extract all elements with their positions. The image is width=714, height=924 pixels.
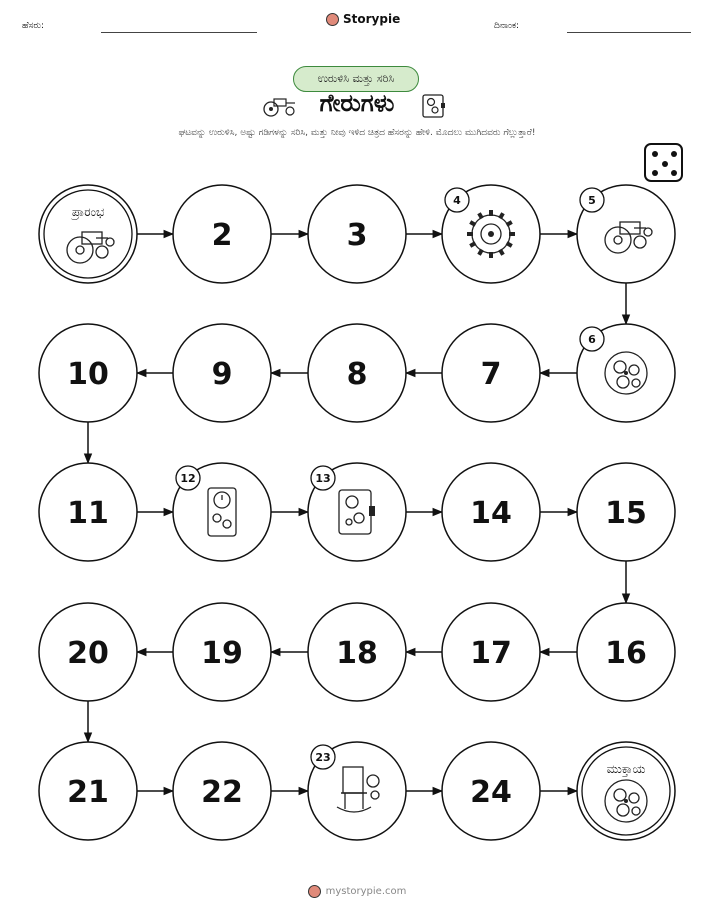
board-space-8[interactable]: [308, 324, 406, 422]
space-number: 20: [67, 636, 109, 671]
board-space-17[interactable]: [442, 603, 540, 701]
board-space-10[interactable]: [39, 324, 137, 422]
footer: [0, 885, 714, 898]
board-space-23[interactable]: [308, 742, 406, 840]
board-space-16[interactable]: [577, 603, 675, 701]
space-number: 15: [605, 496, 647, 531]
board-space-2[interactable]: [173, 185, 271, 283]
board-space-9[interactable]: [173, 324, 271, 422]
space-number-badge: 12: [180, 472, 196, 485]
space-number: 21: [67, 775, 109, 810]
board-space-20[interactable]: [39, 603, 137, 701]
board-space-18[interactable]: [308, 603, 406, 701]
space-number: 10: [67, 357, 109, 392]
board-space-14[interactable]: [442, 463, 540, 561]
space-number: 14: [470, 496, 512, 531]
space-number: 7: [480, 357, 502, 392]
footer-url[interactable]: mystorypie.com: [325, 886, 407, 897]
space-number: 16: [605, 636, 647, 671]
instructions: ಘಟವನ್ನು ಉರುಳಿಸಿ, ಅಷ್ಟು ಗಡಿಗಳನ್ನು ಸರಿಸಿ, ಮತ್ತು ನೀವು ಇಳಿದ ಚಿತ್ರದ ಹೆಸರನ್ನು ಹೇಳಿ. ಮೊದಲು ಮುಗಿದವರು ಗೆಲ್ಲುತ್ತಾರೆ!: [178, 128, 536, 138]
space-number: 3: [346, 218, 368, 253]
board-space-25[interactable]: [577, 742, 675, 840]
space-number-badge: 13: [315, 472, 331, 485]
board-space-6[interactable]: [577, 324, 675, 422]
board-space-22[interactable]: [173, 742, 271, 840]
space-number: 22: [201, 775, 243, 810]
board-space-24[interactable]: [442, 742, 540, 840]
board-space-4[interactable]: [442, 185, 540, 283]
space-number-badge: 4: [453, 194, 461, 207]
space-number: 17: [470, 636, 512, 671]
space-number-badge: 6: [588, 333, 596, 346]
space-number: 19: [201, 636, 243, 671]
bear-icon: [308, 885, 321, 898]
board-space-11[interactable]: [39, 463, 137, 561]
space-number-badge: 23: [315, 751, 331, 764]
space-number: 9: [211, 357, 233, 392]
board-space-3[interactable]: [308, 185, 406, 283]
subtitle-pill: ಉರುಳಿಸಿ ಮತ್ತು ಸರಿಸಿ: [293, 66, 419, 92]
page-title: ಗೇರುಗಳು: [319, 89, 395, 117]
board-space-13[interactable]: [308, 463, 406, 561]
board-space-5[interactable]: [577, 185, 675, 283]
space-number: 2: [211, 218, 233, 253]
start-label: ಪ್ರಾರಂಭ: [71, 205, 105, 219]
date-label: ದಿನಾಂಕ:: [494, 21, 520, 31]
board-space-15[interactable]: [577, 463, 675, 561]
board-space-12[interactable]: [173, 463, 271, 561]
space-number: 18: [336, 636, 378, 671]
space-number: 8: [346, 357, 368, 392]
finish-label: ಮುಕ್ತಾಯ: [606, 762, 646, 776]
board-space-19[interactable]: [173, 603, 271, 701]
space-number-badge: 5: [588, 194, 596, 207]
board-space-7[interactable]: [442, 324, 540, 422]
board-space-1[interactable]: [39, 185, 137, 283]
space-number: 24: [470, 775, 512, 810]
board-space-21[interactable]: [39, 742, 137, 840]
brand-name: Storypie: [343, 12, 401, 26]
space-number: 11: [67, 496, 109, 531]
name-label: ಹೆಸರು:: [22, 21, 45, 31]
